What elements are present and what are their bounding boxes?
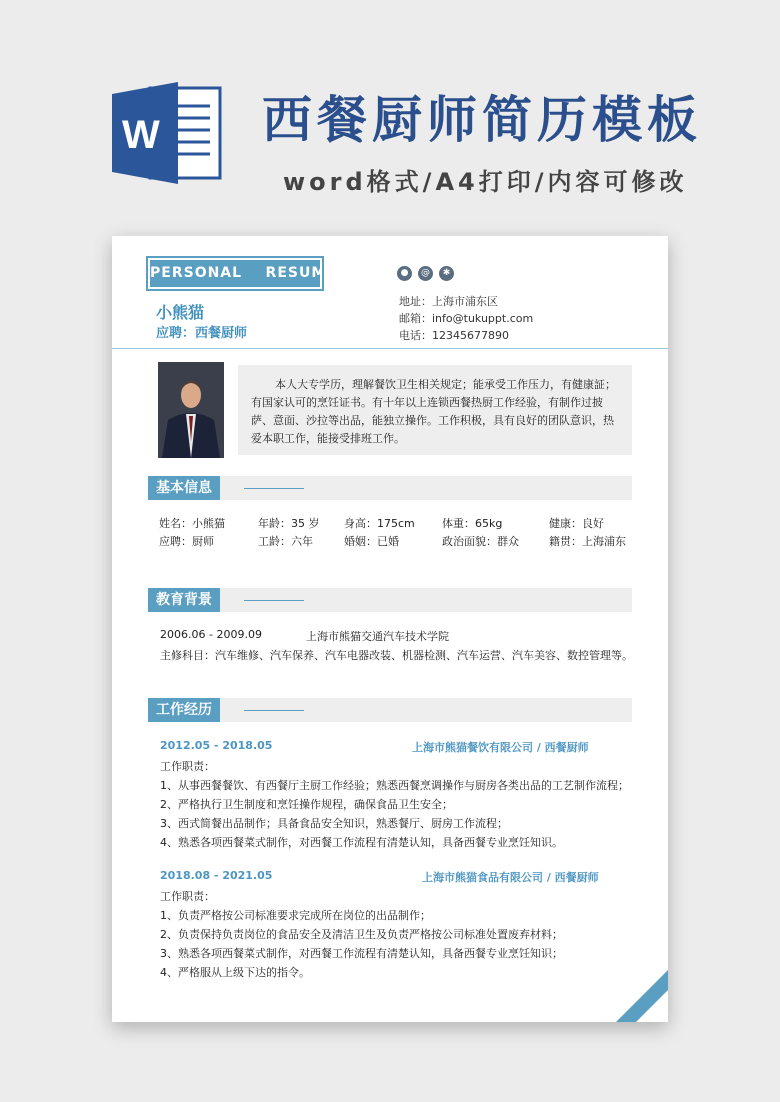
job-duty: 4、严格服从上级下达的指令。 bbox=[160, 966, 310, 979]
section-title: 工作经历 bbox=[148, 698, 220, 722]
banner-title: 西餐厨师简历模板 bbox=[262, 91, 702, 149]
corner-decoration bbox=[598, 952, 668, 1022]
job-company: 上海市熊猫食品有限公司 / 西餐厨师 bbox=[422, 871, 599, 884]
info-hometown: 籍贯：上海浦东 bbox=[549, 535, 626, 548]
self-summary: 本人大专学历，理解餐饮卫生相关规定；能承受工作压力，有健康証；有国家认可的烹饪证书。有十年以上连锁西餐热厨工作经验，有制作过披萨、意面、沙拉等出品，能独立操作。工作积极，具有良好的团队意识，热爱本职工作，能接受排班工作。 bbox=[238, 365, 632, 455]
job-duty: 3、西式简餐出品制作；具备食品安全知识，熟悉餐厅、厨房工作流程； bbox=[160, 817, 508, 830]
job-duty: 1、负责严格按公司标准要求完成所在岗位的出品制作； bbox=[160, 909, 431, 922]
job-period: 2018.08 - 2021.05 bbox=[160, 869, 273, 882]
job-period: 2012.05 - 2018.05 bbox=[160, 739, 273, 752]
education-period: 2006.06 - 2009.09 bbox=[160, 628, 262, 641]
info-health: 健康：良好 bbox=[549, 517, 604, 530]
header-divider bbox=[112, 348, 668, 349]
location-icon: ● bbox=[397, 266, 412, 281]
contact-icons bbox=[397, 266, 454, 281]
section-line bbox=[244, 600, 304, 601]
applied-position: 应聘：西餐厨师 bbox=[156, 326, 248, 341]
section-education bbox=[148, 588, 632, 612]
info-age: 年龄：35 岁 bbox=[258, 517, 320, 530]
section-title: 教育背景 bbox=[148, 588, 220, 612]
job-duty-label: 工作职责： bbox=[160, 890, 215, 903]
personal-resume-tag: PERSONAL RESUME bbox=[148, 258, 322, 289]
info-weight: 体重：65kg bbox=[442, 517, 503, 530]
phone: 电话：12345677890 bbox=[399, 329, 509, 342]
education-school: 上海市熊猫交通汽车技术学院 bbox=[306, 630, 449, 643]
banner-subtitle: word格式/A4打印/内容可修改 bbox=[283, 168, 688, 196]
candidate-name: 小熊猫 bbox=[156, 303, 205, 322]
section-work-experience bbox=[148, 698, 632, 722]
info-apply: 应聘：厨师 bbox=[159, 535, 214, 548]
job-duty: 2、负责保持负责岗位的食品安全及清洁卫生及负责严格按公司标准处置废弃材料； bbox=[160, 928, 563, 941]
education-courses: 主修科目：汽车维修、汽车保养、汽车电器改装、机器检测、汽车运营、汽车美容、数控管理等。 bbox=[160, 649, 633, 662]
section-basic-info bbox=[148, 476, 632, 500]
section-title: 基本信息 bbox=[148, 476, 220, 500]
job-duty: 4、熟悉各项西餐菜式制作，对西餐工作流程有清楚认知，具备西餐专业烹饪知识。 bbox=[160, 836, 563, 849]
section-line bbox=[244, 710, 304, 711]
job-duty: 3、熟悉各项西餐菜式制作，对西餐工作流程有清楚认知，具备西餐专业烹饪知识； bbox=[160, 947, 563, 960]
svg-text:W: W bbox=[122, 113, 160, 157]
info-name: 姓名：小熊猫 bbox=[159, 517, 225, 530]
info-political: 政治面貌：群众 bbox=[442, 535, 519, 548]
job-company: 上海市熊猫餐饮有限公司 / 西餐厨师 bbox=[412, 741, 589, 754]
word-document-icon bbox=[112, 82, 224, 184]
job-duty: 1、从事西餐餐饮、有西餐厅主厨工作经验；熟悉西餐烹调操作与厨房各类出品的工艺制作流程； bbox=[160, 779, 629, 792]
resume-page bbox=[112, 236, 668, 1022]
info-marital: 婚姻：已婚 bbox=[344, 535, 399, 548]
address: 地址：上海市浦东区 bbox=[399, 295, 498, 308]
email: 邮箱：info@tukuppt.com bbox=[399, 312, 534, 325]
profile-photo bbox=[158, 362, 224, 458]
settings-icon: ✱ bbox=[439, 266, 454, 281]
job-duty-label: 工作职责： bbox=[160, 760, 215, 773]
email-icon: @ bbox=[418, 266, 433, 281]
info-work-years: 工龄：六年 bbox=[258, 535, 313, 548]
section-line bbox=[244, 488, 304, 489]
job-duty: 2、严格执行卫生制度和烹饪操作规程，确保食品卫生安全； bbox=[160, 798, 453, 811]
info-height: 身高：175cm bbox=[344, 517, 415, 530]
